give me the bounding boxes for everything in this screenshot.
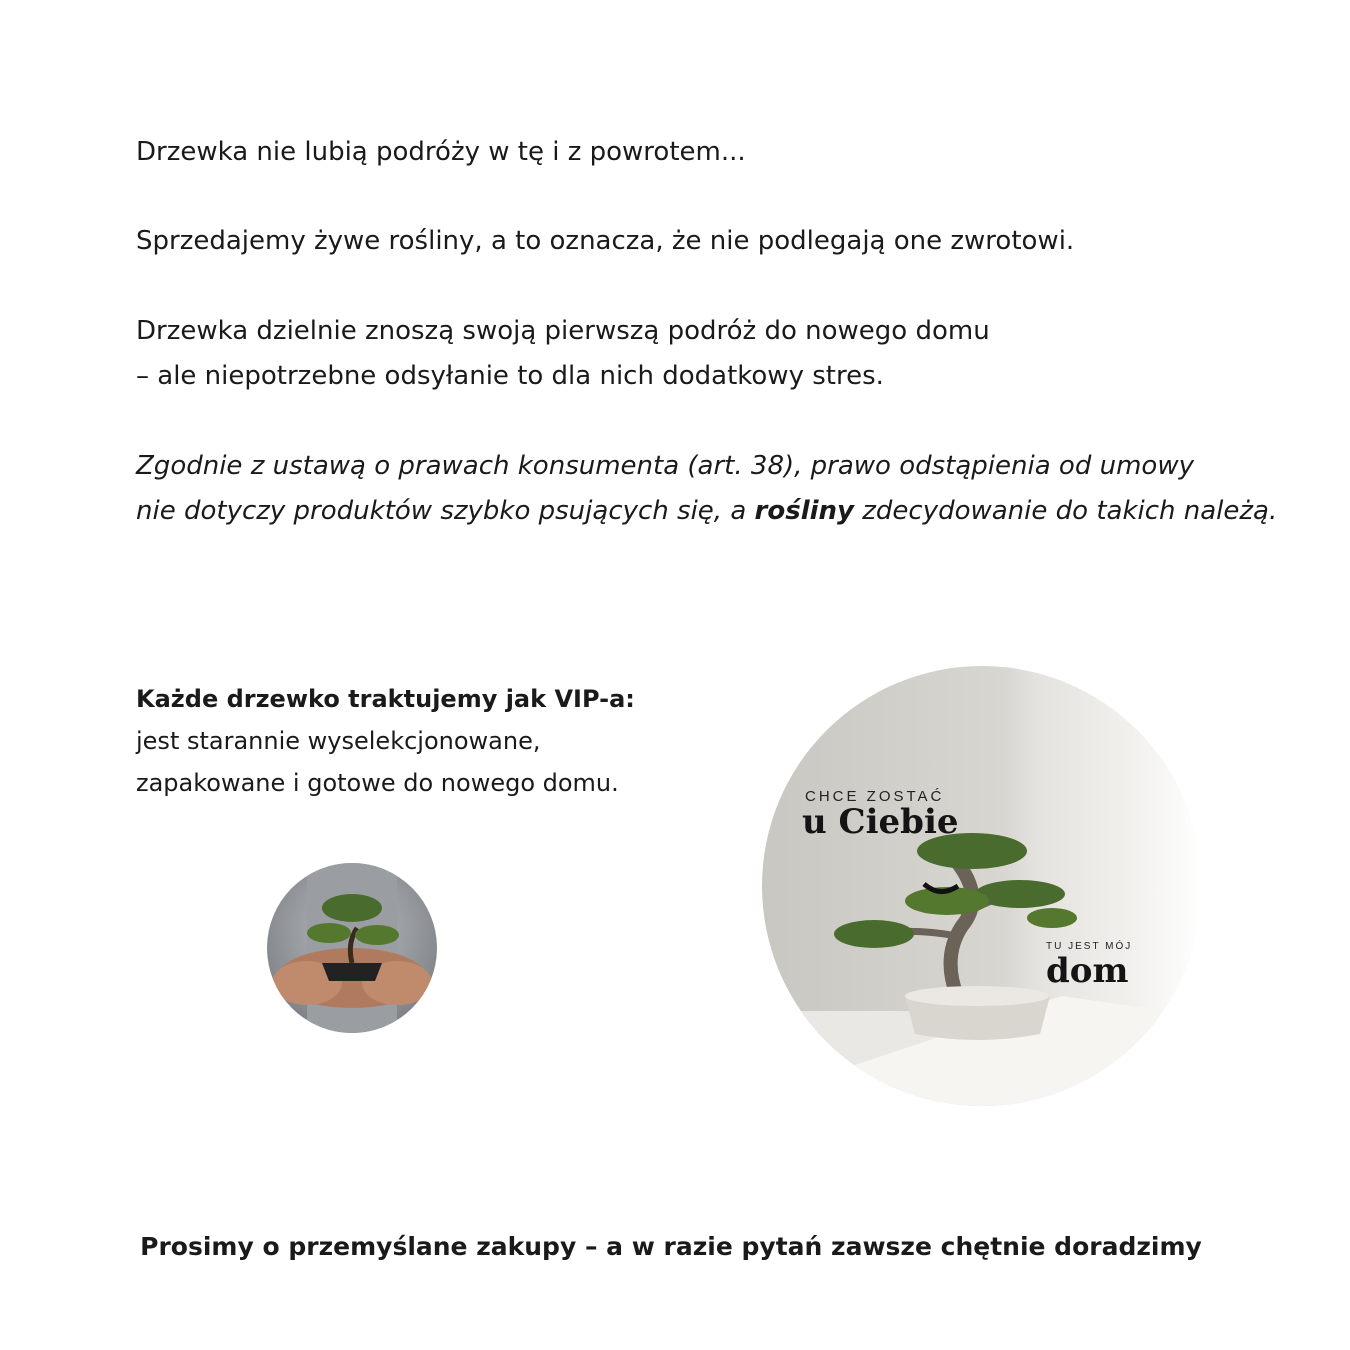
hands-holding-bonsai-photo bbox=[267, 863, 437, 1033]
vip-line-2: zapakowane i gotowe do nowego domu. bbox=[136, 769, 619, 797]
bonsai-room-photo bbox=[762, 666, 1202, 1106]
vip-heading: Każde drzewko traktujemy jak VIP-a: bbox=[136, 685, 635, 713]
vip-line-1: jest starannie wyselekcjonowane, bbox=[136, 727, 541, 755]
law-paragraph bbox=[136, 444, 1277, 534]
vip-section bbox=[136, 678, 635, 804]
closing-message: Prosimy o przemyślane zakupy – a w razie pytań zawsze chętnie doradzimy bbox=[140, 1232, 1202, 1261]
image-text-big-top: u Ciebie bbox=[802, 802, 959, 842]
intro-line-3a: Drzewka dzielnie znoszą swoją pierwszą podróż do nowego domu bbox=[136, 316, 990, 346]
bonsai-illustration bbox=[762, 666, 1202, 1106]
image-text-big-bottom: dom bbox=[1046, 951, 1129, 991]
law-line-2-pre: nie dotyczy produktów szybko psujących się, a bbox=[136, 496, 755, 526]
law-line-2-post: zdecydowanie do takich należą. bbox=[853, 496, 1278, 526]
intro-paragraph-3 bbox=[136, 309, 990, 399]
intro-line-3b: – ale niepotrzebne odsyłanie to dla nich dodatkowy stres. bbox=[136, 361, 884, 391]
hands-bonsai-illustration bbox=[267, 863, 437, 1033]
law-line-1: Zgodnie z ustawą o prawach konsumenta (art. 38), prawo odstąpienia od umowy bbox=[136, 451, 1194, 481]
law-line-2-bold: rośliny bbox=[754, 496, 854, 526]
image-text-small-top: CHCE ZOSTAĆ bbox=[805, 788, 945, 805]
intro-line-2: Sprzedajemy żywe rośliny, a to oznacza, że nie podlegają one zwrotowi. bbox=[136, 226, 1075, 256]
image-text-small-bottom: TU JEST MÓJ bbox=[1046, 941, 1133, 952]
intro-line-1: Drzewka nie lubią podróży w tę i z powrotem... bbox=[136, 137, 746, 167]
law-line-2 bbox=[136, 489, 1277, 534]
